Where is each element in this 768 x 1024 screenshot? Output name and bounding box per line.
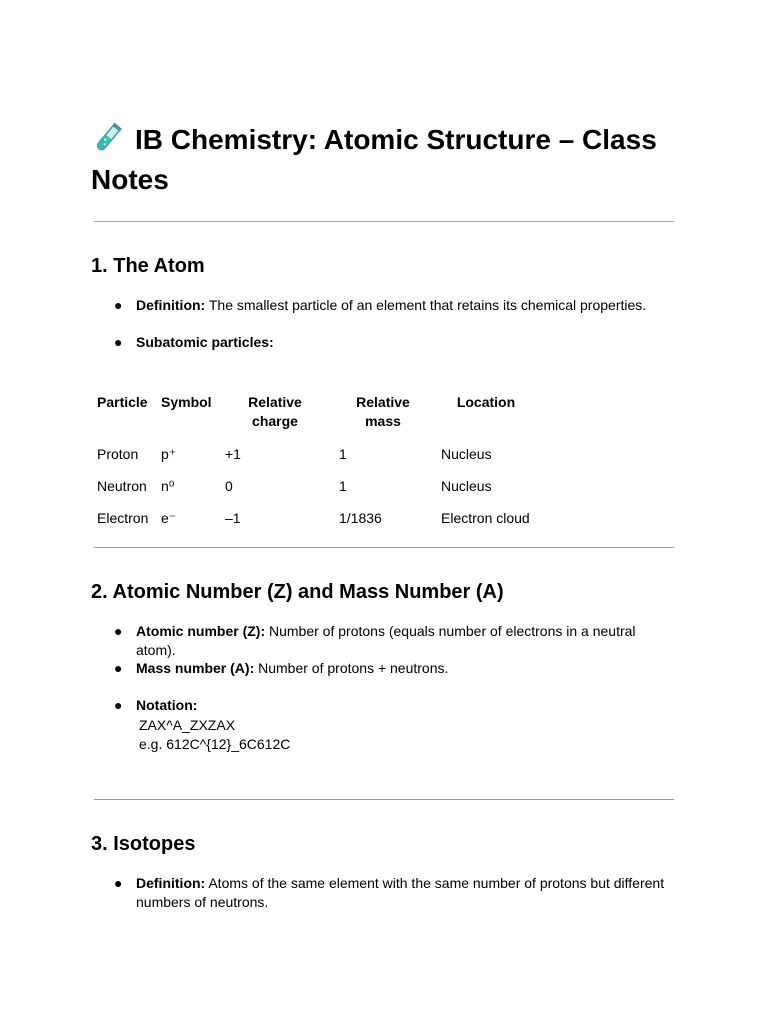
table-cell: Neutron bbox=[97, 478, 147, 494]
horizontal-divider bbox=[94, 799, 674, 800]
bullet-label: Atomic number (Z): bbox=[136, 623, 266, 639]
bullet-label: Definition: bbox=[136, 297, 206, 313]
bullet-dot: ● bbox=[114, 334, 123, 350]
table-header-line: charge bbox=[252, 413, 298, 429]
test-tube-icon bbox=[91, 121, 125, 155]
table-cell: Nucleus bbox=[441, 478, 492, 494]
table-header-particle bbox=[97, 393, 151, 412]
section-heading-isotopes: 3. Isotopes bbox=[91, 833, 196, 855]
table-cell: 1/1836 bbox=[339, 510, 382, 526]
table-cell: +1 bbox=[225, 446, 241, 462]
table-cell: e⁻ bbox=[161, 510, 177, 526]
section-heading-atomic-number: 2. Atomic Number (Z) and Mass Number (A) bbox=[91, 581, 504, 603]
table-header-line: Relative bbox=[356, 394, 410, 410]
horizontal-divider bbox=[94, 547, 674, 548]
table-header-location bbox=[441, 393, 531, 412]
table-header-relative-mass bbox=[333, 393, 433, 431]
page-title-text: IB Chemistry: Atomic Structure – Class Notes bbox=[91, 124, 657, 195]
bullet-text: The smallest particle of an element that retains its chemical properties. bbox=[205, 297, 647, 313]
bullet-label: Mass number (A): bbox=[136, 660, 255, 676]
table-cell: n⁰ bbox=[161, 478, 175, 494]
notation-example: e.g. 612C^{12}_6C612C bbox=[139, 736, 291, 752]
table-cell: 0 bbox=[225, 478, 233, 494]
horizontal-divider bbox=[94, 221, 674, 222]
table-cell: 1 bbox=[339, 446, 347, 462]
table-header-relative-charge bbox=[225, 393, 325, 431]
notation-formula: ZAX^A_ZXZAX bbox=[139, 717, 236, 733]
table-cell: Electron cloud bbox=[441, 510, 530, 526]
bullet-dot: ● bbox=[114, 660, 123, 676]
bullet-text: Number of protons (equals number of electrons in a neutral atom). bbox=[136, 623, 636, 658]
bullet-text: Atoms of the same element with the same number of protons but different numbers of neutrons. bbox=[136, 875, 665, 910]
table-header-line: Relative bbox=[248, 394, 302, 410]
table-cell: 1 bbox=[339, 478, 347, 494]
bullet-label: Notation: bbox=[136, 697, 198, 713]
table-header-symbol bbox=[161, 393, 215, 412]
bullet-dot: ● bbox=[114, 875, 123, 891]
bullet-label: Subatomic particles: bbox=[136, 334, 274, 350]
table-header-line: Symbol bbox=[161, 394, 212, 410]
section-heading-the-atom: 1. The Atom bbox=[91, 255, 205, 277]
page-title bbox=[91, 120, 691, 200]
table-cell: –1 bbox=[225, 510, 241, 526]
table-cell: Proton bbox=[97, 446, 139, 462]
table-header-line: Location bbox=[456, 394, 516, 410]
bullet-dot: ● bbox=[114, 697, 123, 713]
table-cell: p⁺ bbox=[161, 446, 177, 462]
bullet-dot: ● bbox=[114, 297, 123, 313]
bullet-label: Definition: bbox=[136, 875, 206, 891]
bullet-dot: ● bbox=[114, 623, 123, 639]
table-cell: Nucleus bbox=[441, 446, 492, 462]
table-header-line: Particle bbox=[97, 394, 148, 410]
bullet-text: Number of protons + neutrons. bbox=[254, 660, 449, 676]
table-cell: Electron bbox=[97, 510, 149, 526]
table-header-line: mass bbox=[365, 413, 401, 429]
